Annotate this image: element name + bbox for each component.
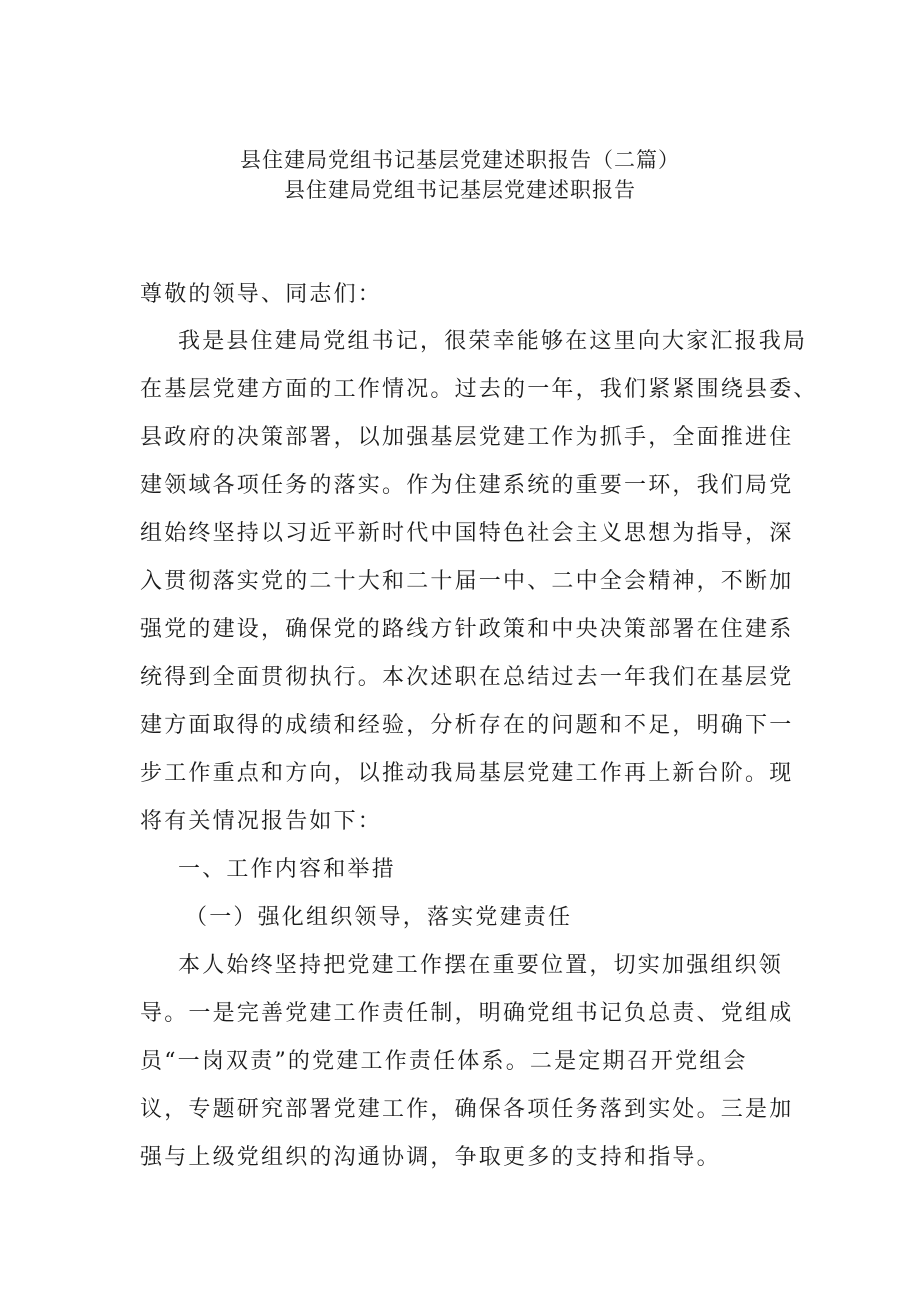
paragraph-line: 强党的建设，确保党的路线方针政策和中央决策部署在住建系 (140, 617, 794, 642)
paragraph-line: 建方面取得的成绩和经验，分析存在的问题和不足，明确下一 (140, 713, 794, 738)
paragraph-line: 步工作重点和方向，以推动我局基层党建工作再上新台阶。现 (140, 761, 794, 786)
paragraph-line: 建领域各项任务的落实。作为住建系统的重要一环，我们局党 (140, 473, 794, 498)
paragraph-line: 本人始终坚持把党建工作摆在重要位置，切实加强组织领 (178, 953, 784, 978)
paragraph-line: 议，专题研究部署党建工作，确保各项任务落到实处。三是加 (140, 1097, 794, 1122)
paragraph-line: 在基层党建方面的工作情况。过去的一年，我们紧紧围绕县委、 (140, 377, 818, 402)
salutation-line: 尊敬的领导、同志们： (140, 282, 383, 307)
document-title: 县住建局党组书记基层党建述职报告（二篇） (240, 148, 680, 172)
paragraph-line: 入贯彻落实党的二十大和二十届一中、二中全会精神，不断加 (140, 569, 794, 594)
document-subtitle: 县住建局党组书记基层党建述职报告 (284, 178, 636, 202)
paragraph-line: 员“一岗双责”的党建工作责任体系。二是定期召开党组会 (140, 1049, 748, 1074)
paragraph-line: 导。一是完善党建工作责任制，明确党组书记负总责、党组成 (140, 1001, 794, 1026)
subsection-heading: （一）强化组织领导，落实党建责任 (185, 905, 573, 930)
paragraph-line: 将有关情况报告如下： (140, 809, 383, 834)
paragraph-line: 统得到全面贯彻执行。本次述职在总结过去一年我们在基层党 (140, 665, 794, 690)
section-heading: 一、工作内容和举措 (178, 857, 396, 882)
paragraph-line: 组始终坚持以习近平新时代中国特色社会主义思想为指导，深 (140, 521, 794, 546)
paragraph-line: 我是县住建局党组书记，很荣幸能够在这里向大家汇报我局 (178, 329, 808, 354)
paragraph-line: 县政府的决策部署，以加强基层党建工作为抓手，全面推进住 (140, 425, 794, 450)
paragraph-line: 强与上级党组织的沟通协调，争取更多的支持和指导。 (140, 1145, 721, 1170)
